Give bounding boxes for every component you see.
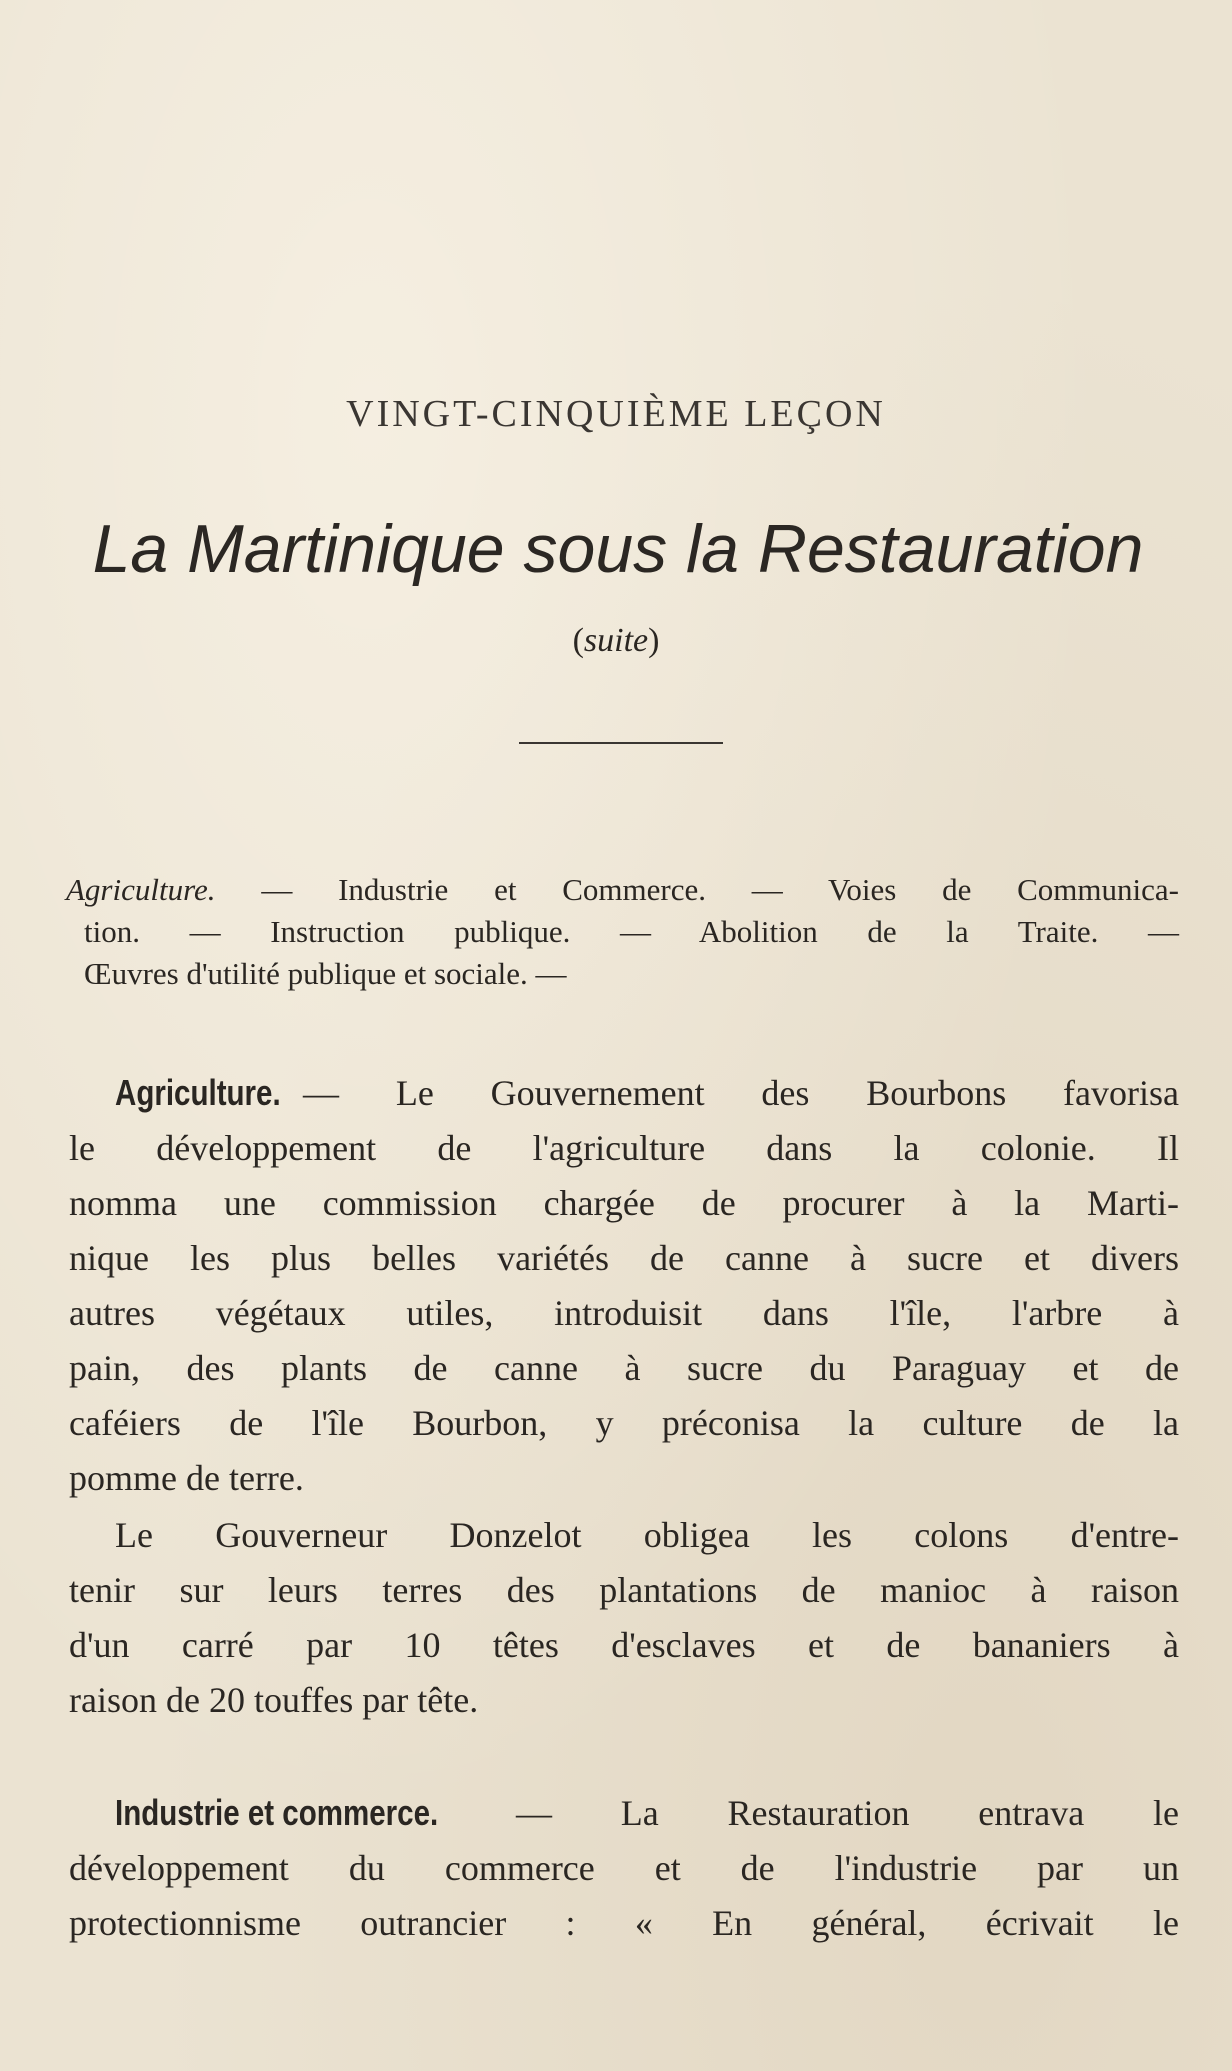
section-heading-agriculture: Agriculture. — [115, 1072, 281, 1113]
summary-line — [66, 872, 1179, 908]
paragraph-line: tenir sur leurs terres des plantations de manioc à raison — [69, 1570, 1179, 1610]
paragraph-line: autres végétaux utiles, introduisit dans l'île, l'arbre à — [69, 1293, 1179, 1333]
subtitle — [0, 622, 1232, 660]
paragraph-line: caféiers de l'île Bourbon, y préconisa la culture de la — [69, 1403, 1179, 1443]
paragraph-line: pain, des plants de canne à sucre du Paraguay et de — [69, 1348, 1179, 1388]
paragraph-line — [115, 1792, 1179, 1834]
chapter-title: La Martinique sous la Restauration — [92, 511, 1144, 587]
section-heading-industrie: Industrie et commerce. — [115, 1792, 439, 1833]
line-text: — Le Gouvernement des Bourbons favorisa — [303, 1073, 1179, 1113]
summary-line: Œuvres d'utilité publique et sociale. — — [84, 956, 567, 991]
paren-close: ) — [648, 622, 660, 659]
paragraph-line: raison de 20 touffes par tête. — [69, 1680, 479, 1720]
paragraph-line: protectionnisme outrancier : « En général, écrivait le — [69, 1903, 1179, 1943]
paren-open: ( — [572, 622, 584, 659]
paragraph-line: pomme de terre. — [69, 1458, 304, 1498]
paragraph-line: nique les plus belles variétés de canne à sucre et divers — [69, 1238, 1179, 1278]
paragraph-line: d'un carré par 10 têtes d'esclaves et de bananiers à — [69, 1625, 1179, 1665]
paragraph-line: développement du commerce et de l'industrie par un — [69, 1848, 1179, 1888]
summary-line: tion. — Instruction publique. — Abolition de la Traite. — — [84, 914, 1179, 949]
divider — [519, 742, 723, 744]
paragraph-line: Le Gouverneur Donzelot obligea les colons d'entre- — [115, 1515, 1179, 1555]
line-text: — La Restauration entrava le — [447, 1793, 1179, 1833]
summary-text: — Industrie et Commerce. — Voies de Communica- — [215, 872, 1179, 907]
paragraph-line: le développement de l'agriculture dans la colonie. Il — [69, 1128, 1179, 1168]
paragraph-line: nomma une commission chargée de procurer à la Marti- — [69, 1183, 1179, 1223]
paragraph-line — [115, 1072, 1179, 1114]
summary-italic: Agriculture. — [66, 872, 216, 907]
subtitle-word: suite — [583, 622, 649, 659]
lesson-number: VINGT-CINQUIÈME LEÇON — [346, 393, 886, 435]
